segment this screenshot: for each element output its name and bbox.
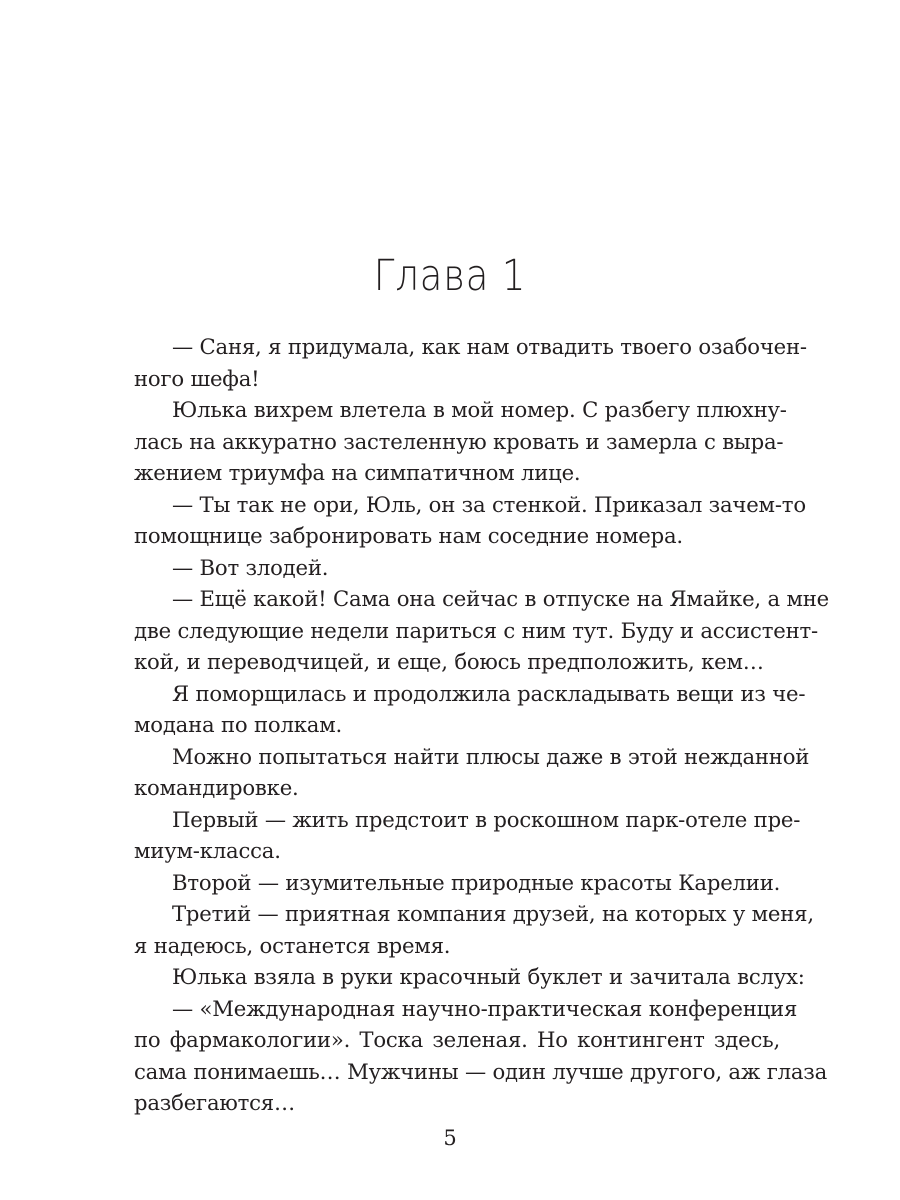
text-line: миум-класса.: [134, 838, 281, 863]
text-line: — Вот злодей.: [172, 554, 329, 580]
text-line: командировке.: [134, 775, 299, 800]
text-line: жением триумфа на симпатичном лице.: [134, 460, 581, 485]
text-line: я надеюсь, останется время.: [134, 932, 451, 958]
text-line: две следующие недели париться с ним тут. Буду и ассистент-: [134, 617, 818, 643]
text-line: Первый — жить предстоит в роскошном парк-отеле пре-: [172, 806, 801, 832]
text-line: — Саня, я придумала, как нам отвадить твоего озабочен-: [172, 334, 807, 359]
text-line: Я поморщилась и продолжила раскладывать вещи из че-: [172, 680, 806, 706]
text-line: сама понимаешь… Мужчины — один лучше другого, аж глаза: [134, 1058, 828, 1084]
chapter-title: Глава 1: [373, 251, 527, 301]
text-line: помощнице забронировать нам соседние номера.: [134, 523, 683, 548]
text-line: по фармакологии». Тоска зеленая. Но контингент здесь,: [134, 1027, 780, 1052]
text-line: — Ты так не ори, Юль, он за стенкой. Приказал зачем-то: [172, 491, 806, 517]
page-number: 5: [443, 1126, 457, 1150]
text-line: ного шефа!: [134, 365, 260, 391]
text-line: Юлька взяла в руки красочный буклет и зачитала вслух:: [172, 964, 805, 989]
body-text: [134, 331, 830, 1119]
text-line: — Ещё какой! Сама она сейчас в отпуске на Ямайке, а мне: [172, 586, 830, 611]
text-line: лась на аккуратно застеленную кровать и замерла с выра-: [134, 428, 784, 454]
text-line: кой, и переводчицей, и еще, боюсь предположить, кем…: [134, 649, 764, 674]
text-line: Юлька вихрем влетела в мой номер. С разбегу плюхну-: [172, 397, 787, 422]
text-line: Третий — приятная компания друзей, на которых у меня,: [172, 901, 814, 926]
text-line: разбегаются…: [134, 1090, 295, 1115]
text-line: — «Международная научно-практическая конференция: [172, 995, 798, 1021]
text-line: Второй — изумительные природные красоты Карелии.: [172, 869, 781, 895]
text-line: модана по полкам.: [134, 712, 343, 737]
text-line: Можно попытаться найти плюсы даже в этой нежданной: [172, 743, 810, 769]
